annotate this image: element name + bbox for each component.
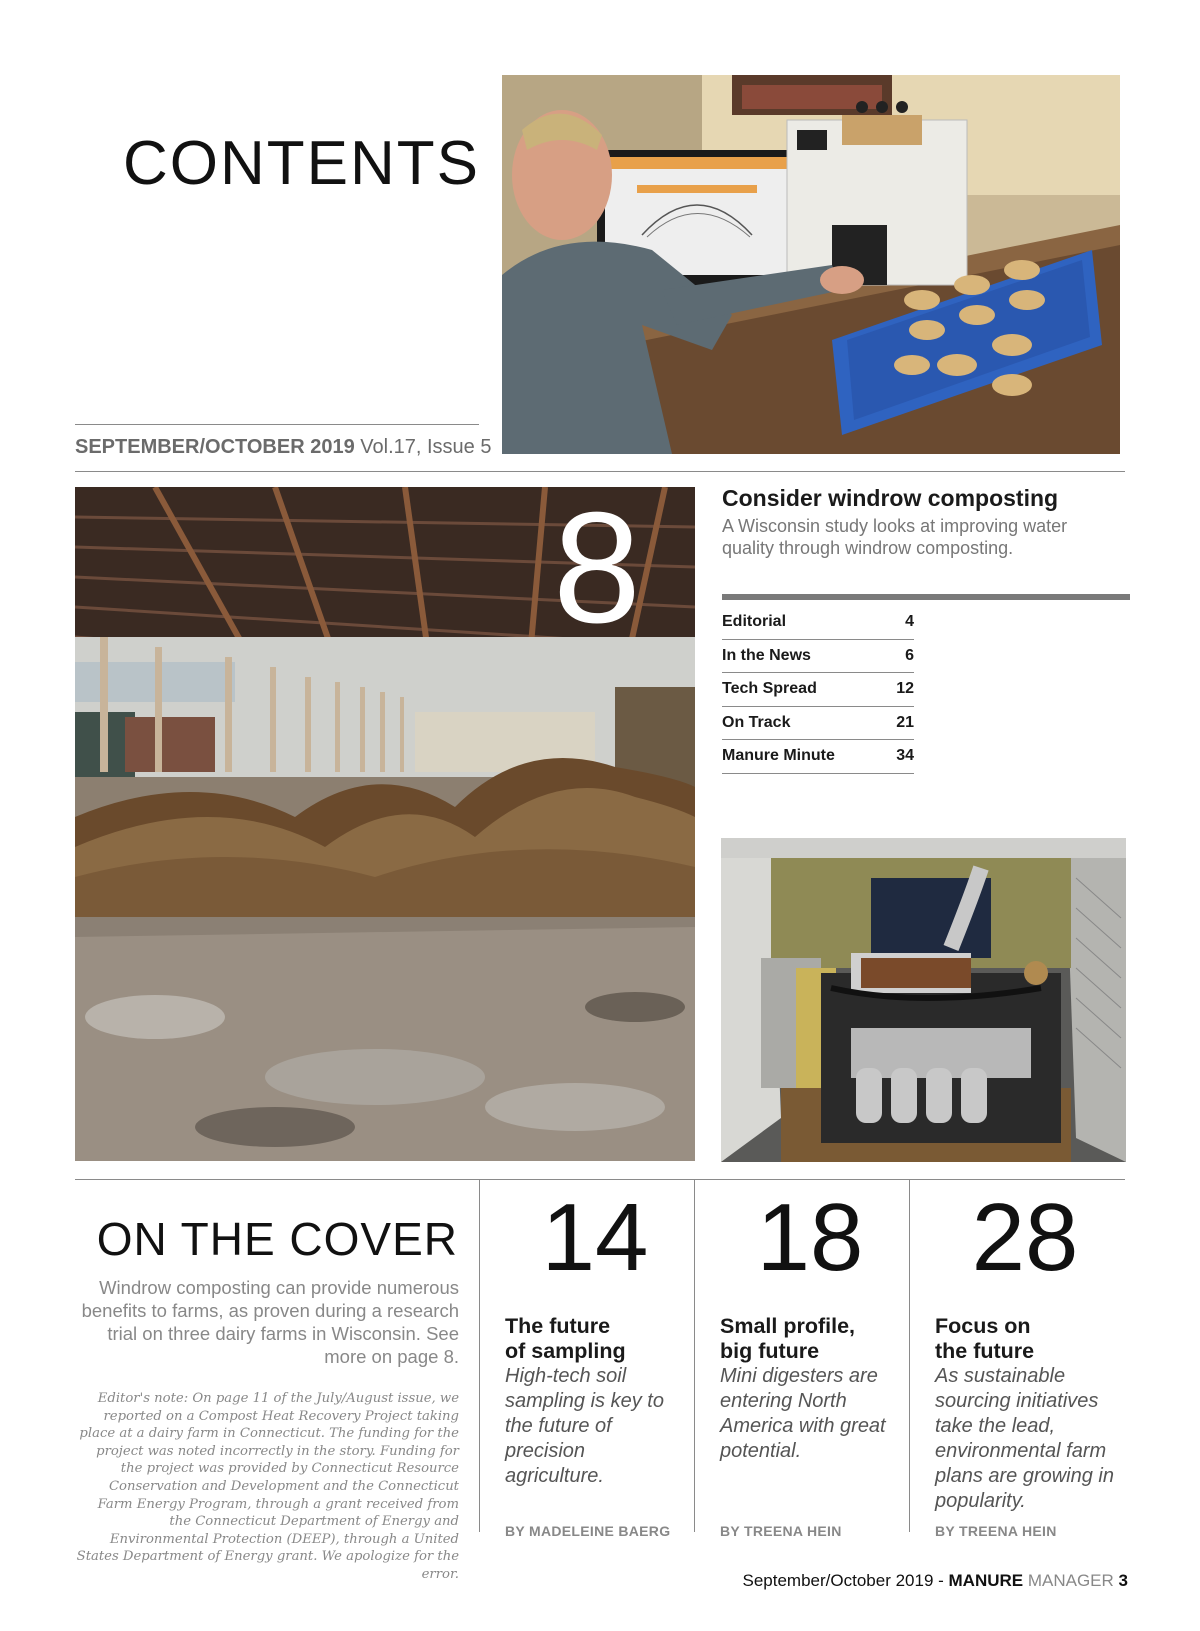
section-rule-top bbox=[75, 471, 1125, 472]
page-footer bbox=[743, 1571, 1129, 1591]
mini-digester-photo bbox=[721, 838, 1126, 1162]
toc-item-page: 21 bbox=[896, 713, 914, 731]
article-page-number: 18 bbox=[756, 1184, 864, 1291]
footer-brand-light: MANAGER bbox=[1023, 1571, 1119, 1590]
article-byline: BY MADELEINE BAERG bbox=[505, 1523, 671, 1539]
issue-info bbox=[75, 436, 491, 459]
article-page-number: 28 bbox=[971, 1184, 1079, 1291]
article-description: Mini digesters are entering North America with great potential. bbox=[720, 1365, 886, 1462]
feature-page-number: 8 bbox=[553, 487, 641, 656]
article-byline: BY TREENA HEIN bbox=[720, 1523, 842, 1539]
column-divider bbox=[909, 1179, 910, 1532]
editors-note: Editor's note: On page 11 of the July/August issue, we reported on a Compost Heat Recovery Project taking place at a dairy farm in Connecticut. The funding for the project was noted incorrectly in the story. Funding for the project was provided by Connecticut Resource Conservation and Development and the Connecticut Farm Energy Program, through a grant received from the Connecticut Department of Energy and Environmental Protection (DEEP), through a United States Department of Energy grant. We apologize for the error. bbox=[76, 1391, 459, 1582]
toc-item[interactable] bbox=[722, 673, 914, 707]
compost-barn-photo bbox=[75, 487, 695, 1161]
article-description: High-tech soil sampling is key to the future of precision agriculture. bbox=[505, 1365, 664, 1487]
article-title-line: of sampling bbox=[505, 1339, 626, 1363]
cover-heading: ON THE COVER bbox=[96, 1213, 458, 1265]
feature-description: A Wisconsin study looks at improving water quality through windrow composting. bbox=[722, 516, 1068, 558]
soil-lab-photo bbox=[502, 75, 1120, 454]
toc-item-page: 34 bbox=[896, 747, 914, 765]
article-title-line: Small profile, bbox=[720, 1314, 856, 1338]
column-divider bbox=[479, 1179, 480, 1532]
toc-item-page: 6 bbox=[905, 646, 914, 664]
toc-item-label: Manure Minute bbox=[722, 747, 835, 765]
departments-list bbox=[722, 606, 914, 774]
article-card[interactable] bbox=[935, 1184, 1115, 1291]
page-title: CONTENTS bbox=[123, 129, 480, 198]
article-page-number: 14 bbox=[541, 1184, 649, 1291]
article-title-line: big future bbox=[720, 1339, 820, 1363]
feature-title[interactable]: Consider windrow composting bbox=[722, 485, 1059, 511]
article-title[interactable] bbox=[935, 1314, 1120, 1364]
toc-item[interactable] bbox=[722, 740, 914, 774]
article-title-line: the future bbox=[935, 1339, 1035, 1363]
issue-rule bbox=[75, 424, 479, 425]
toc-item-page: 12 bbox=[896, 680, 914, 698]
article-title-line: Focus on bbox=[935, 1314, 1031, 1338]
article-title-line: The future bbox=[505, 1314, 611, 1338]
toc-item-label: In the News bbox=[722, 646, 811, 664]
article-card[interactable] bbox=[720, 1184, 900, 1291]
column-divider bbox=[694, 1179, 695, 1532]
toc-item-page: 4 bbox=[905, 613, 914, 631]
footer-brand-bold: MANURE bbox=[948, 1571, 1024, 1590]
article-byline: BY TREENA HEIN bbox=[935, 1523, 1057, 1539]
footer-date: September/October 2019 - bbox=[742, 1571, 949, 1590]
toc-item[interactable] bbox=[722, 640, 914, 674]
toc-item[interactable] bbox=[722, 606, 914, 640]
toc-item[interactable] bbox=[722, 707, 914, 741]
toc-divider bbox=[722, 594, 1130, 600]
cover-description: Windrow composting can provide numerous benefits to farms, as proven during a research trial on three dairy farms in Wisconsin. See more on page 8. bbox=[81, 1277, 459, 1367]
toc-item-label: On Track bbox=[722, 713, 791, 731]
toc-item-label: Tech Spread bbox=[722, 680, 817, 698]
footer-page-number: 3 bbox=[1118, 1571, 1128, 1590]
section-rule-bottom bbox=[75, 1179, 1125, 1180]
article-title[interactable] bbox=[720, 1314, 905, 1364]
issue-volume: Vol.17, Issue 5 bbox=[360, 436, 492, 458]
article-card[interactable] bbox=[505, 1184, 685, 1291]
article-description: As sustainable sourcing initiatives take the lead, environmental farm plans are growing in popularity. bbox=[935, 1365, 1114, 1512]
issue-date: SEPTEMBER/OCTOBER 2019 bbox=[75, 436, 355, 458]
toc-item-label: Editorial bbox=[722, 613, 787, 631]
article-title[interactable] bbox=[505, 1314, 690, 1364]
